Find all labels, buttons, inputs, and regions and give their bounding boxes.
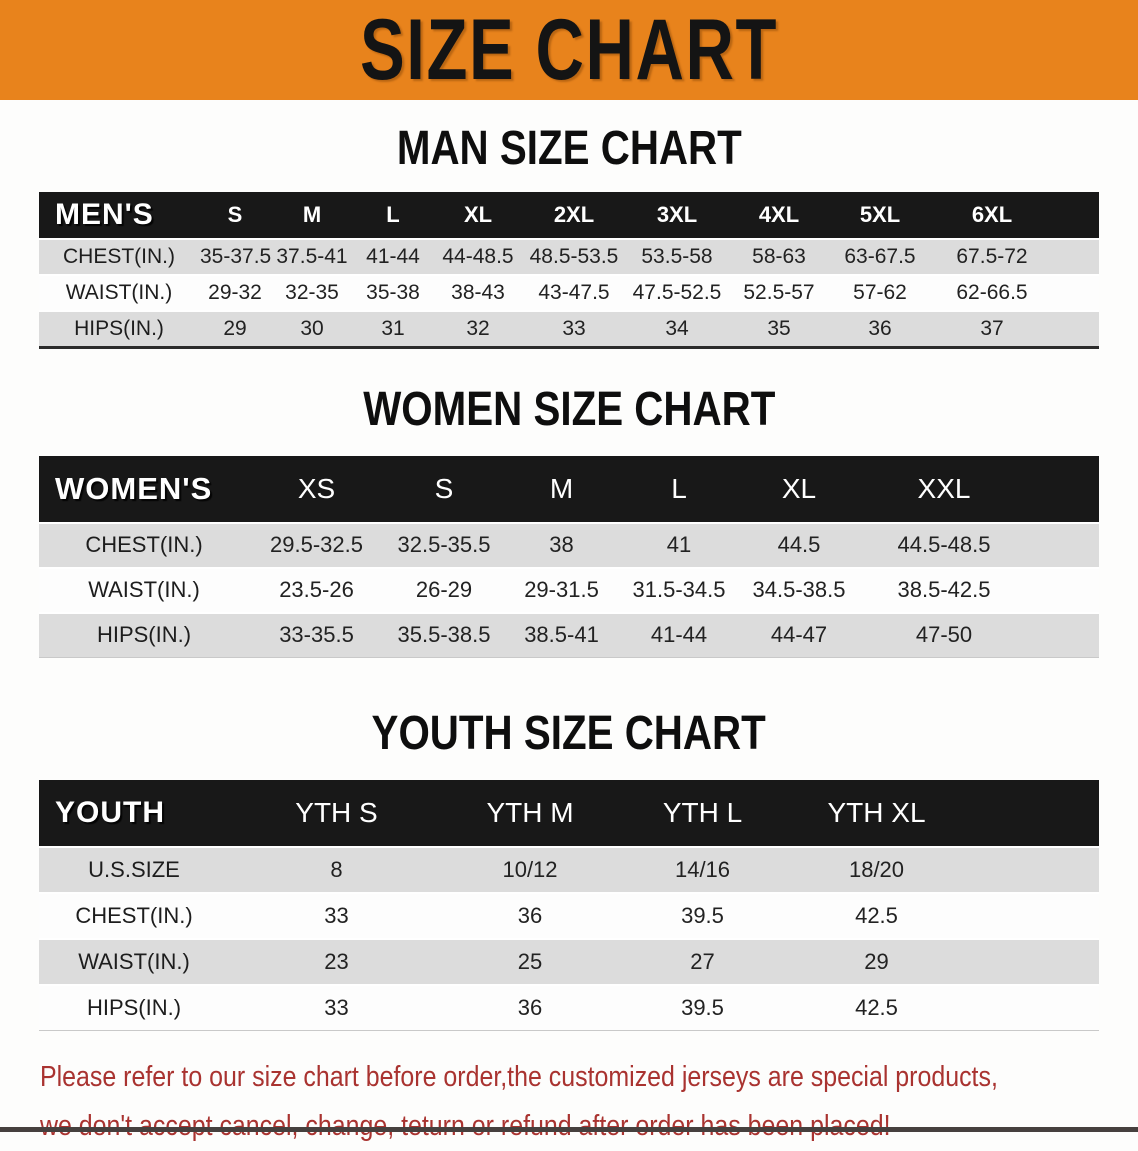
filler-cell	[1029, 456, 1099, 523]
measure-value: 32-35	[271, 275, 353, 311]
row-label: CHEST(IN.)	[39, 523, 249, 568]
measure-value: 67.5-72	[931, 239, 1053, 275]
youth-ussize-row	[39, 847, 1099, 893]
women-section-heading	[0, 384, 1138, 437]
measure-value: 35-38	[353, 275, 433, 311]
men-section-heading	[0, 123, 1138, 176]
men-size-col-4xl: 4XL	[729, 192, 829, 239]
measure-value: 33	[229, 985, 444, 1031]
measure-value: 39.5	[616, 893, 789, 939]
row-label: U.S.SIZE	[39, 847, 229, 893]
filler-cell	[1029, 568, 1099, 613]
men-size-col-m: M	[271, 192, 353, 239]
women-size-col-xxl: XXL	[859, 456, 1029, 523]
measure-value: 32.5-35.5	[384, 523, 504, 568]
women-size-col-l: L	[619, 456, 739, 523]
measure-value: 48.5-53.5	[523, 239, 625, 275]
filler-cell	[964, 780, 1099, 847]
measure-value: 34	[625, 311, 729, 348]
filler-cell	[964, 893, 1099, 939]
men-size-col-2xl: 2XL	[523, 192, 625, 239]
men-section-heading-text: MAN SIZE CHART	[396, 122, 742, 175]
women-size-col-xs: XS	[249, 456, 384, 523]
men-size-col-l: L	[353, 192, 433, 239]
women-table-title: WOMEN'S	[39, 456, 249, 523]
measure-value: 38.5-41	[504, 613, 619, 658]
filler-cell	[964, 939, 1099, 985]
women-section	[0, 384, 1138, 658]
measure-value: 35-37.5	[199, 239, 271, 275]
youth-hips-row	[39, 985, 1099, 1031]
measure-value: 47-50	[859, 613, 1029, 658]
men-header-row	[39, 192, 1099, 239]
measure-value: 26-29	[384, 568, 504, 613]
youth-size-col-s: YTH S	[229, 780, 444, 847]
measure-value: 38.5-42.5	[859, 568, 1029, 613]
women-waist-row	[39, 568, 1099, 613]
measure-value: 41-44	[619, 613, 739, 658]
measure-value: 44.5-48.5	[859, 523, 1029, 568]
youth-section-heading-text: YOUTH SIZE CHART	[371, 706, 767, 760]
row-label: HIPS(IN.)	[39, 985, 229, 1031]
men-size-table	[39, 192, 1099, 349]
measure-value: 47.5-52.5	[625, 275, 729, 311]
men-section	[0, 123, 1138, 349]
measure-value: 33	[229, 893, 444, 939]
measure-value: 30	[271, 311, 353, 348]
measure-value: 29.5-32.5	[249, 523, 384, 568]
men-waist-row	[39, 275, 1099, 311]
men-hips-row	[39, 311, 1099, 348]
men-size-col-5xl: 5XL	[829, 192, 931, 239]
measure-value: 37.5-41	[271, 239, 353, 275]
measure-value: 18/20	[789, 847, 964, 893]
youth-size-col-l: YTH L	[616, 780, 789, 847]
bottom-edge-strip	[0, 1127, 1138, 1132]
youth-section-heading	[0, 708, 1138, 761]
measure-value: 29	[199, 311, 271, 348]
measure-value: 36	[829, 311, 931, 348]
measure-value: 14/16	[616, 847, 789, 893]
women-size-col-s: S	[384, 456, 504, 523]
row-label: CHEST(IN.)	[39, 893, 229, 939]
measure-value: 23	[229, 939, 444, 985]
measure-value: 42.5	[789, 893, 964, 939]
measure-value: 33-35.5	[249, 613, 384, 658]
page-title: SIZE CHART	[359, 2, 779, 98]
men-size-col-xl: XL	[433, 192, 523, 239]
youth-waist-row	[39, 939, 1099, 985]
measure-value: 23.5-26	[249, 568, 384, 613]
women-size-col-xl: XL	[739, 456, 859, 523]
disclaimer-line-1: Please refer to our size chart before order,the customized jerseys are special products,	[40, 1061, 998, 1094]
measure-value: 36	[444, 893, 616, 939]
measure-value: 39.5	[616, 985, 789, 1031]
filler-cell	[1029, 613, 1099, 658]
measure-value: 41	[619, 523, 739, 568]
measure-value: 42.5	[789, 985, 964, 1031]
row-label: HIPS(IN.)	[39, 613, 249, 658]
measure-value: 57-62	[829, 275, 931, 311]
youth-section	[0, 708, 1138, 1032]
filler-cell	[964, 985, 1099, 1031]
measure-value: 58-63	[729, 239, 829, 275]
row-label: HIPS(IN.)	[39, 311, 199, 348]
youth-chest-row	[39, 893, 1099, 939]
filler-cell	[1053, 311, 1099, 348]
measure-value: 44-48.5	[433, 239, 523, 275]
banner	[0, 0, 1138, 100]
measure-value: 63-67.5	[829, 239, 931, 275]
men-chest-row	[39, 239, 1099, 275]
filler-cell	[1053, 192, 1099, 239]
measure-value: 34.5-38.5	[739, 568, 859, 613]
women-header-row	[39, 456, 1099, 523]
filler-cell	[1053, 275, 1099, 311]
measure-value: 37	[931, 311, 1053, 348]
men-size-col-6xl: 6XL	[931, 192, 1053, 239]
measure-value: 29-31.5	[504, 568, 619, 613]
measure-value: 38	[504, 523, 619, 568]
filler-cell	[1029, 523, 1099, 568]
women-hips-row	[39, 613, 1099, 658]
measure-value: 35	[729, 311, 829, 348]
filler-cell	[1053, 239, 1099, 275]
measure-value: 44.5	[739, 523, 859, 568]
measure-value: 8	[229, 847, 444, 893]
women-size-table	[39, 456, 1099, 658]
men-size-col-3xl: 3XL	[625, 192, 729, 239]
women-chest-row	[39, 523, 1099, 568]
row-label: WAIST(IN.)	[39, 568, 249, 613]
filler-cell	[964, 847, 1099, 893]
measure-value: 53.5-58	[625, 239, 729, 275]
measure-value: 27	[616, 939, 789, 985]
measure-value: 29-32	[199, 275, 271, 311]
row-label: CHEST(IN.)	[39, 239, 199, 275]
measure-value: 52.5-57	[729, 275, 829, 311]
row-label: WAIST(IN.)	[39, 275, 199, 311]
youth-header-row	[39, 780, 1099, 847]
measure-value: 29	[789, 939, 964, 985]
measure-value: 44-47	[739, 613, 859, 658]
measure-value: 32	[433, 311, 523, 348]
measure-value: 41-44	[353, 239, 433, 275]
youth-size-col-xl: YTH XL	[789, 780, 964, 847]
measure-value: 43-47.5	[523, 275, 625, 311]
measure-value: 35.5-38.5	[384, 613, 504, 658]
measure-value: 31.5-34.5	[619, 568, 739, 613]
measure-value: 62-66.5	[931, 275, 1053, 311]
row-label: WAIST(IN.)	[39, 939, 229, 985]
youth-size-col-m: YTH M	[444, 780, 616, 847]
disclaimer	[40, 1053, 1138, 1151]
measure-value: 10/12	[444, 847, 616, 893]
men-table-title: MEN'S	[39, 192, 199, 239]
women-size-col-m: M	[504, 456, 619, 523]
men-size-col-s: S	[199, 192, 271, 239]
measure-value: 36	[444, 985, 616, 1031]
measure-value: 33	[523, 311, 625, 348]
measure-value: 31	[353, 311, 433, 348]
women-section-heading-text: WOMEN SIZE CHART	[362, 382, 776, 436]
measure-value: 25	[444, 939, 616, 985]
measure-value: 38-43	[433, 275, 523, 311]
youth-table-title: YOUTH	[39, 780, 229, 847]
youth-size-table	[39, 780, 1099, 1031]
